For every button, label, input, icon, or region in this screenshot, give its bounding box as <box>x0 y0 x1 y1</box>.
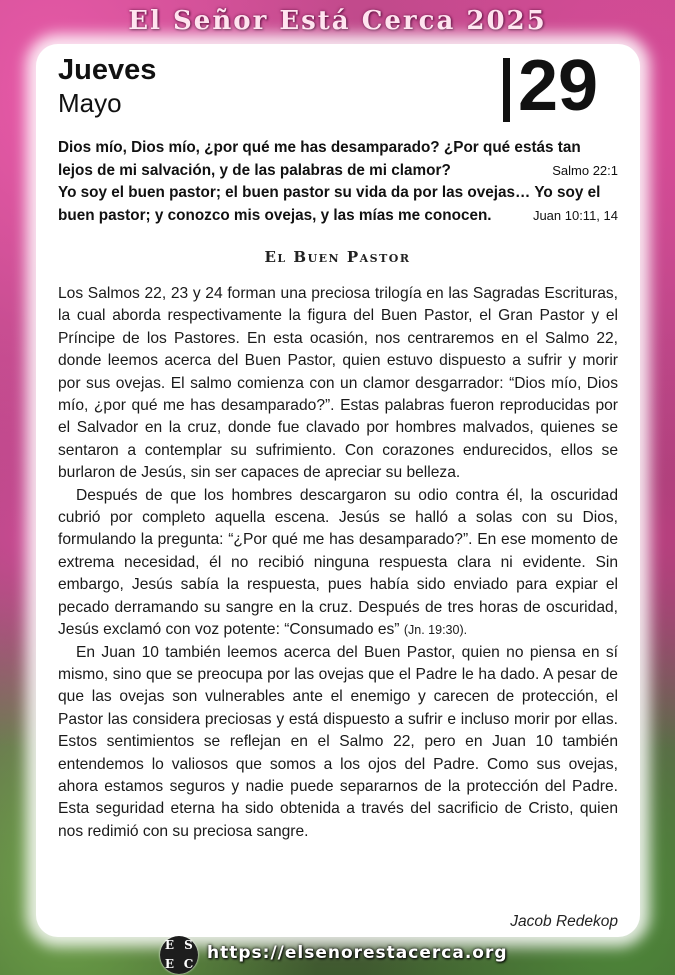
logo-letter: C <box>183 957 194 971</box>
verses-block <box>58 137 618 227</box>
article-body <box>58 283 618 843</box>
verse-text: Yo soy el buen pastor; el buen pastor su vida da por las ovejas… Yo soy el <box>58 184 601 201</box>
verse-line <box>58 182 618 205</box>
day-number: 29 <box>518 46 599 126</box>
verse-text: lejos de mi salvación, y de las palabras de mi clamor? <box>58 161 451 179</box>
verse-line <box>58 137 618 160</box>
verse-text: Dios mío, Dios mío, ¿por qué me has desamparado? ¿Por qué estás tan <box>58 139 581 156</box>
verse-text: buen pastor; y conozco mis ovejas, y las mías me conocen. <box>58 206 492 224</box>
scripture-reference: (Jn. 19:30). <box>403 623 468 638</box>
month: Mayo <box>58 88 122 118</box>
date-divider <box>503 58 510 122</box>
author: Jacob Redekop <box>510 913 618 930</box>
logo-letter: S <box>184 938 193 952</box>
logo-letter: E <box>164 957 175 971</box>
section-title-text: El Buen Pastor <box>264 248 411 266</box>
paragraph: En Juan 10 también leemos acerca del Buen Pastor, quien no piensa en sí mismo, sino que se preocupa por las ovejas que el Padre le ha dado. A pesar de que las ovejas son vulnerables ante el enemigo y carecen de protección, el Pastor las considera preciosas y está dispuesto a sufrir e incluso morir por ellas. Estos sentimientos se reflejan en el Salmo 22, pero en Juan 10 también entendemos lo valiosos que somos a los ojos del Padre. Como sus ovejas, ahora estamos seguros y nadie puede separarnos de la protección del Padre. Esta seguridad eterna ha sido obtenida a través del sacrificio de Cristo, quien nos redimió con su preciosa sangre. <box>58 643 618 840</box>
header-title: El Señor Está Cerca 2025 <box>128 6 547 36</box>
weekday: Jueves <box>58 54 157 86</box>
website-link[interactable]: https://elsenorestacerca.org <box>207 943 508 963</box>
paragraph <box>58 485 618 642</box>
paragraph: Los Salmos 22, 23 y 24 forman una preciosa trilogía en las Sagradas Escrituras, la cual aborda respectivamente la figura del Buen Pastor, el Gran Pastor y el Príncipe de los Pastores. En esta ocasión, nos centraremos en el Salmo 22, donde leemos acerca del Buen Pastor, quien estuvo dispuesto a sufrir y morir por sus ovejas. El salmo comienza con un clamor desgarrador: “Dios mío, Dios mío, ¿por qué me has desamparado?”. Estas palabras fueron reproducidas por el Salvador en la cruz, donde fue clavado por hombres malvados, quienes se sentaron a contemplar su sufrimiento. Con corazones endurecidos, ellos se burlaron de Jesús, sin ser capaces de apreciar su belleza. <box>58 285 618 482</box>
verse-reference: Juan 10:11, 14 <box>532 207 618 223</box>
verse-line <box>58 205 618 228</box>
logo-icon <box>160 936 198 974</box>
verse-reference: Salmo 22:1 <box>552 162 618 178</box>
section-title <box>0 248 675 266</box>
verse-line <box>58 160 618 183</box>
paragraph-text: Después de que los hombres descargaron su odio contra él, la oscuridad cubrió por completo aquella escena. Jesús se halló a solas con su Dios, formulando la pregunta: “¿Por qué me has desamparado?”. En ese momento de extrema necesidad, él no recibió ninguna respuesta clara ni evidente. Sin embargo, Jesús sabía la respuesta, pues había sido enviado para expiar el pecado derramando su sangre en la cruz. Después de tres horas de oscuridad, Jesús exclamó con voz potente: “Consumado es” <box>58 486 618 639</box>
logo-letter: E <box>164 938 175 952</box>
